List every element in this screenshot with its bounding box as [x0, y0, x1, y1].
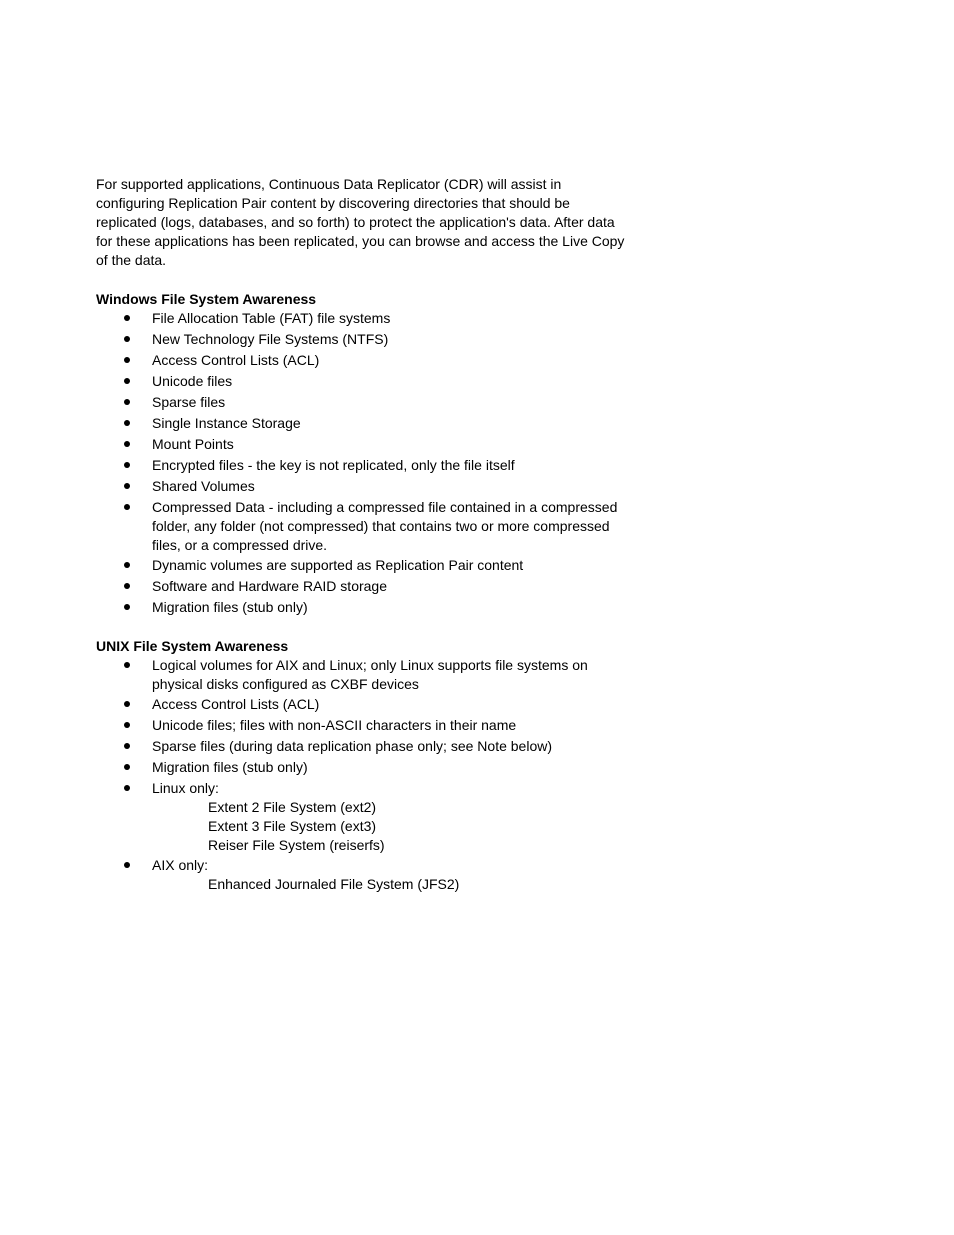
list-item-text: Migration files (stub only) [152, 599, 308, 615]
list-item-text: Unicode files [152, 373, 233, 389]
list-item [96, 695, 626, 715]
list-item-text: AIX only: [152, 857, 209, 873]
bullet-icon [124, 378, 130, 384]
list-item-text: Migration files (stub only) [152, 759, 308, 775]
list-item-text: Compressed Data - including a compressed file contained in a compressed folder, any folder (not compressed) that contains two or more compressed files, or a compressed drive. [152, 499, 618, 553]
list-item [96, 779, 626, 855]
bullet-icon [124, 441, 130, 447]
sub-list-item: Enhanced Journaled File System (JFS2) [208, 876, 460, 892]
bullet-icon [124, 483, 130, 489]
bullet-icon [124, 862, 130, 868]
sub-list-item: Reiser File System (reiserfs) [208, 837, 385, 853]
list-item [96, 716, 626, 736]
document-body [96, 175, 626, 895]
linux-sub-list [152, 798, 626, 855]
bullet-icon [124, 562, 130, 568]
bullet-icon [124, 462, 130, 468]
list-item-text: Sparse files (during data replication phase only; see Note below) [152, 738, 553, 754]
list-item-text: Linux only: [152, 780, 219, 796]
list-item [96, 737, 626, 757]
bullet-icon [124, 662, 130, 668]
list-item-text: Unicode files; files with non-ASCII characters in their name [152, 717, 517, 733]
bullet-icon [124, 701, 130, 707]
list-item [96, 598, 626, 618]
list-item [96, 556, 626, 576]
list-item-text: Shared Volumes [152, 478, 255, 494]
list-item [96, 414, 626, 434]
list-item [96, 309, 626, 329]
bullet-icon [124, 743, 130, 749]
list-item-text: Mount Points [152, 436, 234, 452]
unix-feature-list [96, 656, 626, 894]
list-item-text: Dynamic volumes are supported as Replication Pair content [152, 557, 524, 573]
list-item [96, 577, 626, 597]
list-item-text: Sparse files [152, 394, 226, 410]
list-item [96, 351, 626, 371]
bullet-icon [124, 336, 130, 342]
bullet-icon [124, 357, 130, 363]
bullet-icon [124, 785, 130, 791]
list-item [96, 393, 626, 413]
list-item-text: Encrypted files - the key is not replicated, only the file itself [152, 457, 515, 473]
bullet-icon [124, 504, 130, 510]
list-item [96, 758, 626, 778]
list-item-text: Single Instance Storage [152, 415, 301, 431]
unix-section-heading: UNIX File System Awareness [96, 638, 289, 654]
bullet-icon [124, 399, 130, 405]
list-item [96, 456, 626, 476]
list-item [96, 656, 626, 694]
bullet-icon [124, 420, 130, 426]
list-item [96, 372, 626, 392]
list-item-text: Access Control Lists (ACL) [152, 696, 320, 712]
list-item [96, 330, 626, 350]
aix-sub-list [152, 875, 626, 894]
list-item [96, 856, 626, 894]
bullet-icon [124, 315, 130, 321]
bullet-icon [124, 604, 130, 610]
list-item [96, 435, 626, 455]
list-item-text: New Technology File Systems (NTFS) [152, 331, 389, 347]
list-item-text: File Allocation Table (FAT) file systems [152, 310, 391, 326]
section-spacer [96, 619, 626, 636]
bullet-icon [124, 722, 130, 728]
bullet-icon [124, 583, 130, 589]
list-item [96, 477, 626, 497]
sub-list-item: Extent 2 File System (ext2) [208, 799, 377, 815]
windows-feature-list [96, 309, 626, 618]
list-item [96, 498, 626, 555]
list-item-text: Logical volumes for AIX and Linux; only Linux supports file systems on physical disks configured as CXBF devices [152, 657, 588, 692]
bullet-icon [124, 764, 130, 770]
list-item-text: Access Control Lists (ACL) [152, 352, 320, 368]
windows-section-heading: Windows File System Awareness [96, 291, 317, 307]
intro-paragraph: For supported applications, Continuous Data Replicator (CDR) will assist in configuring Replication Pair content by discovering directories that should be replicated (logs, databases, and so forth) to protect the application's data. After data for these applications has been replicated, you can browse and access the Live Copy of the data. [96, 176, 625, 268]
sub-list-item: Extent 3 File System (ext3) [208, 818, 377, 834]
list-item-text: Software and Hardware RAID storage [152, 578, 387, 594]
